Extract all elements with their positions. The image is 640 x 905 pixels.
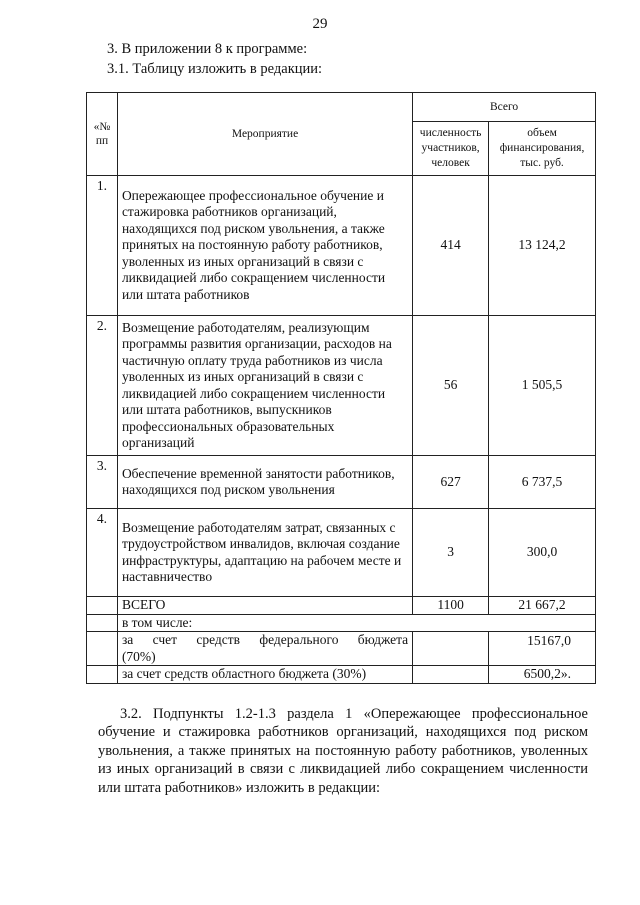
regional-row: [87, 666, 596, 684]
page-number: 29: [312, 16, 328, 32]
intro-line-2: 3.1. Таблицу изложить в редакции:: [107, 61, 323, 77]
table-row: [87, 316, 596, 456]
row-participants: 56: [413, 316, 489, 456]
regional-num-cell: [87, 666, 118, 684]
row-event: Возмещение работодателям затрат, связанных с трудоустройством инвалидов, включая создание инфраструктуры, адаптацию на рабочем месте и наставничество: [117, 509, 412, 597]
row-num: 3.: [87, 456, 118, 509]
activities-table: [86, 92, 596, 684]
header-participants: численность участников, человек: [413, 122, 489, 176]
regional-label: за счет средств областного бюджета (30%): [117, 666, 412, 684]
row-participants: 414: [413, 176, 489, 316]
header-total: Всего: [413, 93, 596, 122]
header-financing: объем финансирования, тыс. руб.: [489, 122, 596, 176]
federal-financing: 15167,0: [489, 632, 596, 666]
table-row: [87, 176, 596, 316]
row-financing: 6 737,5: [489, 456, 596, 509]
total-row: [87, 597, 596, 615]
including-num-cell: [87, 614, 118, 632]
row-financing: 1 505,5: [489, 316, 596, 456]
paragraph-3-2-text: 3.2. Подпункты 1.2-1.3 раздела 1 «Опережающее профессиональное обучение и стажировка работников организаций, находящихся под риском увольнения, а также принятых на постоянную работу работников, уволенных из иных организаций в связи с ликвидацией либо сокращением численности или штата работников» изложить в редакции:: [98, 706, 588, 796]
row-event: Возмещение работодателям, реализующим программы развития организации, расходов на частичную оплату труда работников из числа уволенных из иных организаций в связи с ликвидацией либо сокращением численности или штата работников, выпускников профессиональных образовательных организаций: [117, 316, 412, 456]
row-participants: 3: [413, 509, 489, 597]
table-header-row: [87, 93, 596, 122]
row-participants: 627: [413, 456, 489, 509]
row-financing: 300,0: [489, 509, 596, 597]
total-label: ВСЕГО: [117, 597, 412, 615]
paragraph-3-2: [98, 705, 588, 797]
federal-row: [87, 632, 596, 666]
federal-num-cell: [87, 632, 118, 666]
total-num-cell: [87, 597, 118, 615]
table-row: [87, 456, 596, 509]
federal-participants-cell: [413, 632, 489, 666]
including-row: [87, 614, 596, 632]
row-financing: 13 124,2: [489, 176, 596, 316]
row-num: 4.: [87, 509, 118, 597]
row-event: Обеспечение временной занятости работников, находящихся под риском увольнения: [117, 456, 412, 509]
row-num: 2.: [87, 316, 118, 456]
regional-financing: 6500,2».: [489, 666, 596, 684]
federal-label-line-1: за счет средств федерального бюджета: [121, 632, 409, 647]
total-participants: 1100: [413, 597, 489, 615]
federal-label: [117, 632, 412, 666]
total-financing: 21 667,2: [489, 597, 596, 615]
including-label: в том числе:: [117, 614, 595, 632]
intro-line-1: 3. В приложении 8 к программе:: [107, 41, 308, 57]
row-event: Опережающее профессиональное обучение и стажировка работников организаций, находящихся под риском увольнения, а также принятых на постоянную работу работников, уволенных из иных организаций в связи с ликвидацией либо сокращением численности или штата работников: [117, 176, 412, 316]
header-num: «№ пп: [87, 93, 118, 176]
header-event: Мероприятие: [117, 93, 412, 176]
federal-label-line-2: (70%): [121, 648, 156, 664]
table-row: [87, 509, 596, 597]
row-num: 1.: [87, 176, 118, 316]
regional-participants-cell: [413, 666, 489, 684]
